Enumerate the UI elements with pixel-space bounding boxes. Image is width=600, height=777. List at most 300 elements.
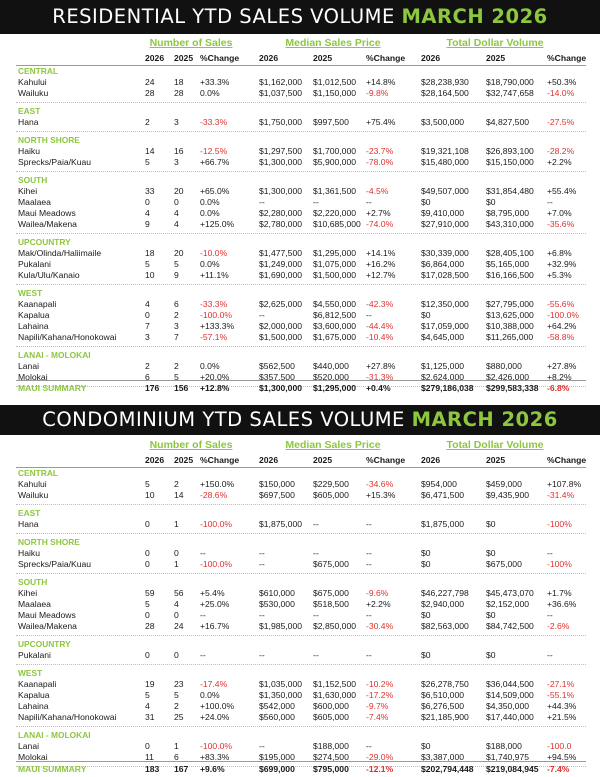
region-heading [0, 577, 600, 588]
table-cell: 28 [174, 88, 184, 98]
table-cell: $9,410,000 [421, 208, 465, 218]
table-cell: -17.4% [200, 679, 228, 689]
table-cell: $1,985,000 [259, 621, 303, 631]
table-cell: +27.8% [366, 361, 396, 371]
table-cell: $10,388,000 [486, 321, 534, 331]
table-cell: -33.3% [200, 117, 228, 127]
table-cell: $28,238,930 [421, 77, 469, 87]
summary-cell: 183 [145, 764, 160, 774]
table-cell: +65.0% [200, 186, 230, 196]
table-cell: 0 [174, 610, 179, 620]
table-cell: $530,000 [259, 599, 295, 609]
table-row [0, 548, 600, 559]
table-cell: -29.0% [366, 752, 394, 762]
table-cell: $30,339,000 [421, 248, 469, 258]
table-cell: -31.3% [366, 372, 394, 382]
table-cell: 59 [145, 588, 155, 598]
area-name: Hana [18, 117, 39, 127]
column-header: %Change [366, 53, 406, 63]
maui-summary-row [0, 383, 600, 394]
table-cell: -- [366, 548, 372, 558]
table-cell: +7.0% [547, 208, 572, 218]
region-name: CENTRAL [18, 468, 59, 478]
table-cell: $36,044,500 [486, 679, 534, 689]
table-cell: -28.2% [547, 146, 575, 156]
region-heading [0, 175, 600, 186]
region-name: WEST [18, 288, 43, 298]
table-cell: -100.0% [200, 519, 233, 529]
table-cell: 5 [174, 690, 179, 700]
table-cell: $0 [421, 548, 431, 558]
area-name: Sprecks/Paia/Kuau [18, 559, 92, 569]
column-header: 2025 [313, 53, 333, 63]
table-cell: $605,000 [313, 490, 349, 500]
table-row [0, 77, 600, 88]
table-cell: $16,166,500 [486, 270, 534, 280]
residential-table [0, 34, 600, 406]
table-cell: $3,387,000 [421, 752, 465, 762]
table-cell: $84,742,500 [486, 621, 534, 631]
table-row [0, 332, 600, 343]
table-cell: -9.6% [366, 588, 389, 598]
summary-cell: +12.8% [200, 383, 230, 393]
area-name: Mak/Olinda/Haliimaile [18, 248, 102, 258]
table-cell: 0 [174, 197, 179, 207]
table-cell: $1,300,000 [259, 186, 303, 196]
table-row [0, 490, 600, 501]
table-cell: 0 [145, 197, 150, 207]
table-cell: 1 [174, 559, 179, 569]
table-cell: $2,426,000 [486, 372, 530, 382]
table-row [0, 321, 600, 332]
table-cell: 0 [145, 650, 150, 660]
table-cell: +66.7% [200, 157, 230, 167]
table-cell: 5 [145, 157, 150, 167]
table-cell: $0 [486, 519, 496, 529]
table-cell: $2,625,000 [259, 299, 303, 309]
column-header: %Change [200, 53, 240, 63]
section-divider [16, 664, 586, 665]
region-name: WEST [18, 668, 43, 678]
region-heading [0, 730, 600, 741]
table-cell: $0 [486, 610, 496, 620]
table-cell: 56 [174, 588, 184, 598]
section-divider [16, 573, 586, 574]
table-cell: $188,000 [313, 741, 349, 751]
table-cell: $2,280,000 [259, 208, 303, 218]
table-cell: +21.5% [547, 712, 577, 722]
area-name: Molokai [18, 372, 48, 382]
table-cell: $1,350,000 [259, 690, 303, 700]
region-heading [0, 66, 600, 77]
region-name: LANAI - MOLOKAI [18, 730, 91, 740]
table-cell: $8,795,000 [486, 208, 530, 218]
table-cell: 0.0% [200, 361, 220, 371]
area-name: Lahaina [18, 321, 49, 331]
table-row [0, 610, 600, 621]
table-row [0, 186, 600, 197]
table-cell: 0.0% [200, 208, 220, 218]
table-cell: 24 [174, 621, 184, 631]
table-row [0, 372, 600, 383]
table-cell: 6 [145, 372, 150, 382]
table-cell: 9 [174, 270, 179, 280]
table-cell: 0 [145, 741, 150, 751]
table-cell: -58.8% [547, 332, 575, 342]
table-cell: 4 [174, 219, 179, 229]
region-heading [0, 468, 600, 479]
area-name: Kahului [18, 77, 47, 87]
table-cell: -- [366, 741, 372, 751]
table-cell: +16.2% [366, 259, 396, 269]
region-name: EAST [18, 508, 41, 518]
table-cell: 3 [174, 117, 179, 127]
table-cell: +133.3% [200, 321, 235, 331]
table-cell: $1,300,000 [259, 157, 303, 167]
table-cell: $1,125,000 [421, 361, 465, 371]
table-cell: $11,265,000 [486, 332, 534, 342]
region-heading [0, 639, 600, 650]
table-cell: $26,893,100 [486, 146, 534, 156]
table-cell: $1,500,000 [313, 270, 357, 280]
table-cell: $4,550,000 [313, 299, 357, 309]
region-heading [0, 106, 600, 117]
table-cell: +107.8% [547, 479, 582, 489]
region-name: UPCOUNTRY [18, 639, 71, 649]
table-cell: $28,405,100 [486, 248, 534, 258]
table-cell: $2,850,000 [313, 621, 357, 631]
table-cell: $1,700,000 [313, 146, 357, 156]
table-cell: +2.2% [547, 157, 572, 167]
area-name: Wailuku [18, 88, 49, 98]
table-cell: +20.0% [200, 372, 230, 382]
table-cell: -9.7% [366, 701, 389, 711]
region-heading [0, 668, 600, 679]
table-cell: -- [366, 197, 372, 207]
table-cell: $28,164,500 [421, 88, 469, 98]
residential-title-month: MARCH 2026 [401, 5, 548, 28]
column-header: 2025 [174, 455, 194, 465]
table-row [0, 88, 600, 99]
table-cell: +1.7% [547, 588, 572, 598]
table-cell: $31,854,480 [486, 186, 534, 196]
summary-cell: +0.4% [366, 383, 391, 393]
table-row [0, 157, 600, 168]
table-cell: 16 [174, 146, 184, 156]
table-cell: -- [547, 650, 553, 660]
table-cell: -- [366, 610, 372, 620]
table-cell: 1 [174, 519, 179, 529]
area-name: Wailuku [18, 490, 49, 500]
area-name: Maui Meadows [18, 208, 76, 218]
table-cell: +36.6% [547, 599, 577, 609]
summary-cell: 167 [174, 764, 189, 774]
table-cell: $1,150,000 [313, 88, 357, 98]
table-cell: +16.7% [200, 621, 230, 631]
table-row [0, 270, 600, 281]
column-header: %Change [366, 455, 406, 465]
table-cell: 24 [145, 77, 155, 87]
table-cell: 5 [145, 599, 150, 609]
table-cell: -100.0% [200, 559, 233, 569]
table-cell: 5 [145, 479, 150, 489]
table-cell: $2,152,000 [486, 599, 530, 609]
table-cell: 0 [145, 559, 150, 569]
table-cell: $1,500,000 [259, 332, 303, 342]
area-name: Sprecks/Paia/Kuau [18, 157, 92, 167]
table-row [0, 208, 600, 219]
region-name: NORTH SHORE [18, 537, 80, 547]
summary-cell: $279,186,038 [421, 383, 474, 393]
table-cell: 11 [145, 752, 154, 762]
condominium-title-text: CONDOMINIUM YTD SALES VOLUME [42, 408, 412, 431]
table-cell: $2,780,000 [259, 219, 303, 229]
table-cell: -- [259, 741, 265, 751]
table-cell: $274,500 [313, 752, 349, 762]
region-name: EAST [18, 106, 41, 116]
table-cell: $2,624,000 [421, 372, 465, 382]
table-cell: $6,864,000 [421, 259, 465, 269]
table-cell: $440,000 [313, 361, 349, 371]
table-cell: 14 [145, 146, 155, 156]
table-cell: +15.3% [366, 490, 396, 500]
table-cell: $1,875,000 [421, 519, 465, 529]
table-cell: +11.1% [200, 270, 229, 280]
table-cell: $459,000 [486, 479, 522, 489]
table-cell: $0 [421, 310, 431, 320]
table-cell: -44.4% [366, 321, 394, 331]
table-cell: -100% [547, 559, 572, 569]
table-cell: -10.4% [366, 332, 394, 342]
table-cell: -35.6% [547, 219, 575, 229]
table-cell: 3 [174, 321, 179, 331]
table-row [0, 650, 600, 661]
table-cell: -55.1% [547, 690, 575, 700]
table-cell: -74.0% [366, 219, 394, 229]
table-cell: 0 [145, 310, 150, 320]
table-cell: $1,075,000 [313, 259, 357, 269]
group-header: Median Sales Price [285, 439, 381, 451]
table-cell: +94.5% [547, 752, 577, 762]
table-cell: $43,310,000 [486, 219, 534, 229]
table-cell: 3 [145, 332, 150, 342]
area-name: Kihei [18, 186, 38, 196]
area-name: Wailea/Makena [18, 219, 77, 229]
section-divider [16, 346, 586, 347]
table-cell: $1,012,500 [313, 77, 357, 87]
region-name: UPCOUNTRY [18, 237, 71, 247]
table-row [0, 690, 600, 701]
table-cell: $0 [421, 610, 431, 620]
area-name: Hana [18, 519, 39, 529]
table-cell: 5 [174, 372, 179, 382]
table-cell: $17,059,000 [421, 321, 469, 331]
group-header: Number of Sales [149, 439, 233, 451]
table-cell: 6 [174, 752, 179, 762]
section-divider [16, 233, 586, 234]
table-cell: $18,790,000 [486, 77, 534, 87]
area-name: Lanai [18, 741, 40, 751]
table-row [0, 621, 600, 632]
table-cell: 0 [174, 548, 179, 558]
table-cell: 33 [145, 186, 155, 196]
table-cell: -57.1% [200, 332, 228, 342]
table-cell: 3 [174, 157, 179, 167]
table-cell: $600,000 [313, 701, 349, 711]
table-cell: +2.7% [366, 208, 391, 218]
table-cell: $605,000 [313, 712, 349, 722]
table-cell: $560,000 [259, 712, 295, 722]
table-cell: -- [259, 197, 265, 207]
table-cell: $229,500 [313, 479, 349, 489]
area-name: Napili/Kahana/Honokowai [18, 712, 117, 722]
table-cell: -31.4% [547, 490, 575, 500]
table-cell: -- [366, 559, 372, 569]
table-cell: $27,910,000 [421, 219, 469, 229]
area-name: Maui Meadows [18, 610, 76, 620]
table-cell: $15,150,000 [486, 157, 534, 167]
table-cell: $10,685,000 [313, 219, 361, 229]
table-row [0, 197, 600, 208]
table-cell: $520,000 [313, 372, 349, 382]
region-name: LANAI - MOLOKAI [18, 350, 91, 360]
region-name: CENTRAL [18, 66, 59, 76]
table-cell: -7.4% [366, 712, 389, 722]
table-cell: +5.3% [547, 270, 572, 280]
table-cell: +24.0% [200, 712, 230, 722]
table-cell: +33.3% [200, 77, 230, 87]
column-header: %Change [547, 455, 587, 465]
table-cell: $1,162,000 [259, 77, 303, 87]
table-cell: -- [200, 610, 206, 620]
table-cell: 4 [145, 701, 150, 711]
table-cell: -100.0% [200, 741, 233, 751]
table-cell: $1,690,000 [259, 270, 303, 280]
table-cell: $610,000 [259, 588, 295, 598]
table-cell: +14.8% [366, 77, 396, 87]
table-cell: 0.0% [200, 259, 220, 269]
table-cell: 18 [145, 248, 155, 258]
table-cell: -- [313, 650, 319, 660]
column-header: 2026 [145, 455, 165, 465]
summary-rule [16, 380, 586, 381]
table-cell: $2,000,000 [259, 321, 303, 331]
area-name: Haiku [18, 548, 40, 558]
area-name: Kapalua [18, 310, 50, 320]
summary-cell: -6.8% [547, 383, 570, 393]
table-cell: -- [259, 559, 265, 569]
table-cell: 7 [145, 321, 150, 331]
table-row [0, 519, 600, 530]
summary-cell: $299,583,338 [486, 383, 539, 393]
table-cell: $4,350,000 [486, 701, 530, 711]
table-cell: $1,875,000 [259, 519, 303, 529]
summary-cell: 176 [145, 383, 160, 393]
table-cell: 10 [145, 490, 155, 500]
table-row [0, 741, 600, 752]
table-cell: $954,000 [421, 479, 457, 489]
table-cell: 31 [145, 712, 155, 722]
column-header: %Change [200, 455, 240, 465]
table-row [0, 259, 600, 270]
table-cell: $3,600,000 [313, 321, 357, 331]
table-cell: -- [366, 519, 372, 529]
table-cell: $6,510,000 [421, 690, 465, 700]
table-cell: $0 [421, 741, 431, 751]
table-cell: -- [313, 548, 319, 558]
table-cell: -- [547, 197, 553, 207]
table-cell: -10.0% [200, 248, 228, 258]
maui-summary-row [0, 764, 600, 775]
table-cell: -9.8% [366, 88, 389, 98]
area-name: Lanai [18, 361, 40, 371]
summary-cell: $699,000 [259, 764, 295, 774]
table-cell: $9,435,900 [486, 490, 530, 500]
section-divider [16, 504, 586, 505]
table-cell: 23 [174, 679, 184, 689]
table-cell: 5 [145, 690, 150, 700]
area-name: Kula/Ulu/Kanaio [18, 270, 80, 280]
table-cell: -2.6% [547, 621, 570, 631]
table-cell: $675,000 [313, 588, 349, 598]
table-cell: $49,507,000 [421, 186, 469, 196]
table-cell: $5,165,000 [486, 259, 530, 269]
table-cell: 25 [174, 712, 184, 722]
table-cell: 2 [174, 310, 179, 320]
table-cell: 5 [145, 259, 150, 269]
table-cell: -- [313, 519, 319, 529]
area-name: Kaanapali [18, 679, 57, 689]
column-header: 2025 [313, 455, 333, 465]
table-cell: $5,900,000 [313, 157, 357, 167]
table-cell: $1,297,500 [259, 146, 303, 156]
region-name: NORTH SHORE [18, 135, 80, 145]
table-cell: $12,350,000 [421, 299, 469, 309]
table-cell: +14.1% [366, 248, 396, 258]
table-row [0, 599, 600, 610]
table-cell: -100.0 [547, 741, 572, 751]
table-cell: 28 [145, 621, 155, 631]
table-cell: +150.0% [200, 479, 235, 489]
table-cell: 2 [174, 479, 179, 489]
summary-label: MAUI SUMMARY [18, 383, 87, 393]
table-cell: 4 [174, 599, 179, 609]
table-cell: $1,740,975 [486, 752, 530, 762]
table-cell: $0 [486, 650, 496, 660]
table-cell: -23.7% [366, 146, 394, 156]
area-name: Lahaina [18, 701, 49, 711]
table-cell: $46,227,798 [421, 588, 469, 598]
summary-cell: -7.4% [547, 764, 570, 774]
condominium-title-month: MARCH 2026 [411, 408, 558, 431]
table-cell: -100.0% [547, 310, 580, 320]
table-cell: $518,500 [313, 599, 349, 609]
region-name: SOUTH [18, 175, 48, 185]
table-cell: 18 [174, 77, 184, 87]
table-cell: $1,037,500 [259, 88, 303, 98]
table-cell: $15,480,000 [421, 157, 469, 167]
area-name: Haiku [18, 146, 40, 156]
table-cell: 0 [145, 548, 150, 558]
condominium-title-banner [0, 405, 600, 435]
table-cell: +25.0% [200, 599, 230, 609]
table-cell: $697,500 [259, 490, 295, 500]
table-cell: -100.0% [200, 310, 233, 320]
table-cell: $0 [421, 650, 431, 660]
table-cell: 19 [145, 679, 155, 689]
table-cell: -- [547, 610, 553, 620]
table-cell: +125.0% [200, 219, 235, 229]
